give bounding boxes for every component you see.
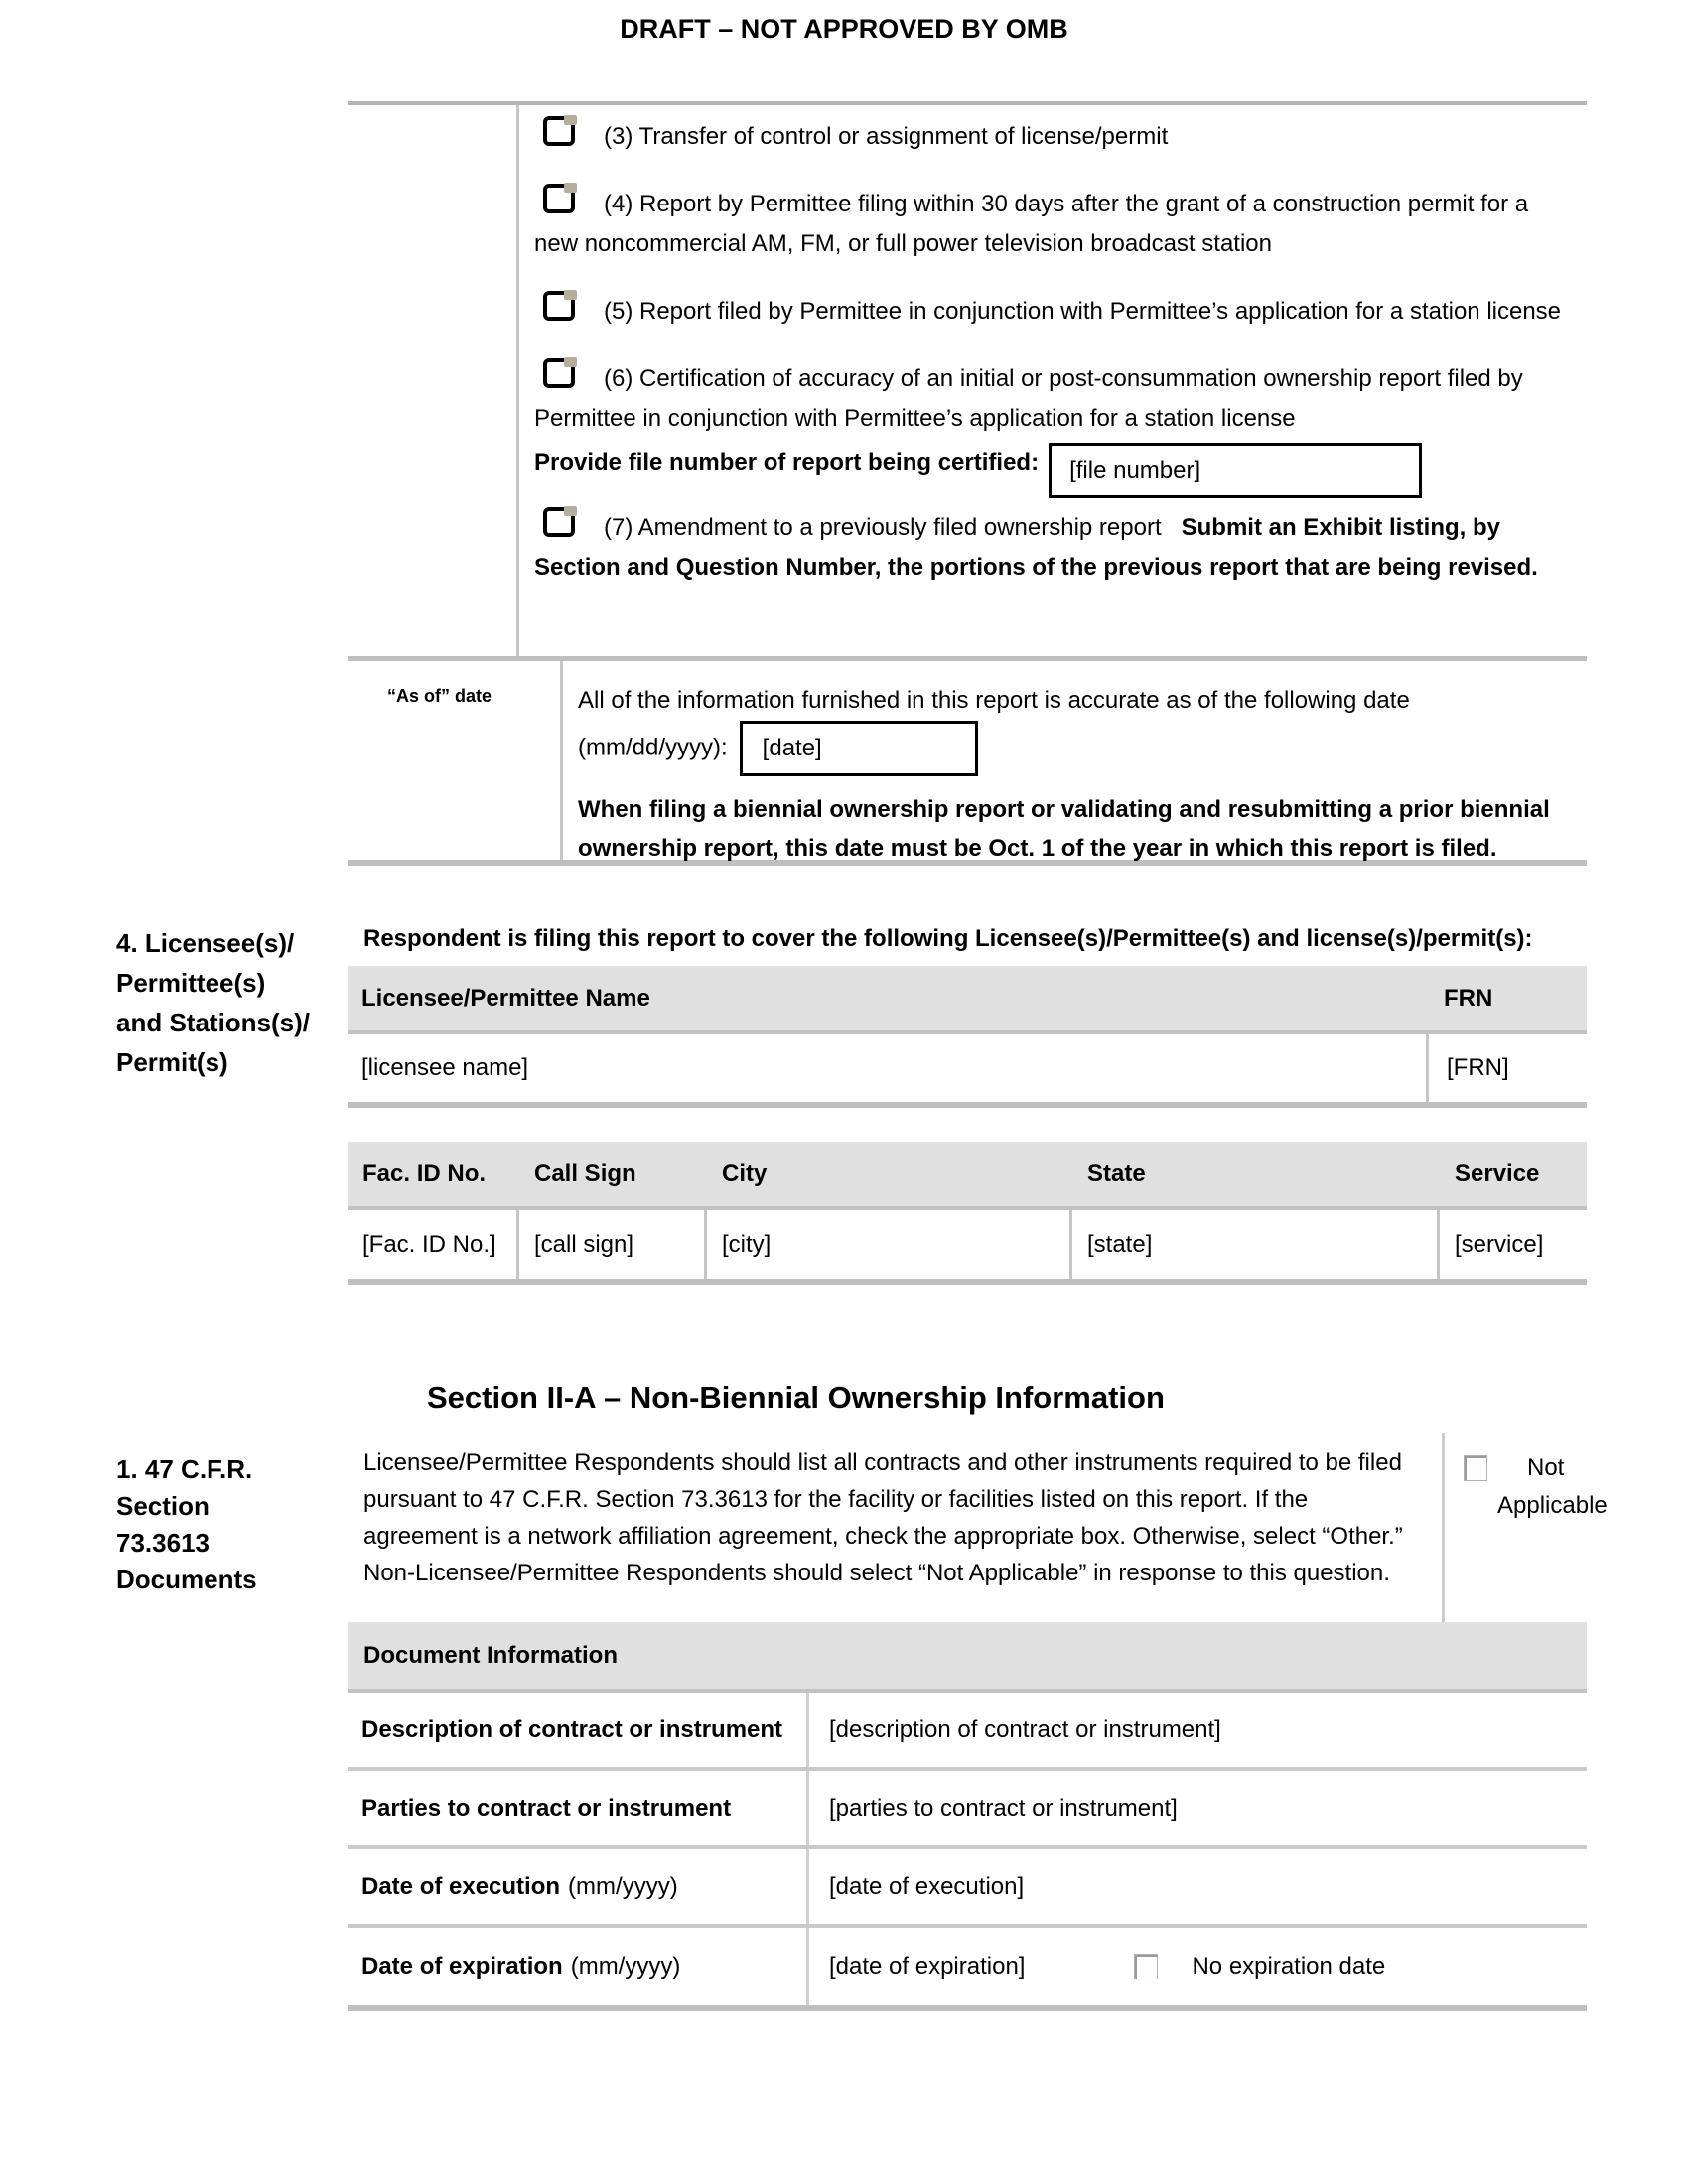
fac-id-header: Fac. ID No. <box>362 1160 487 1187</box>
document-information-table <box>348 1622 1587 2011</box>
date-of-execution-value-cell: [date of execution] <box>829 1872 1025 1900</box>
document-information-header: Document Information <box>348 1622 1587 1693</box>
date-of-execution-label: Date of execution <box>361 1872 561 1900</box>
description-label: Description of contract or instrument <box>361 1715 783 1743</box>
frn-header: FRN <box>1444 984 1493 1012</box>
option-7-label: (7) Amendment to a previously filed ownership report <box>604 514 1162 541</box>
as-of-date-cell <box>563 661 1587 860</box>
table-row <box>348 1693 1587 1771</box>
city-cell: [city] <box>707 1210 1072 1279</box>
service-header: Service <box>1455 1160 1540 1187</box>
table-row <box>348 1771 1587 1849</box>
parties-label: Parties to contract or instrument <box>361 1794 732 1822</box>
as-of-date-row-label: “As of” date <box>348 661 563 860</box>
as-of-date-text: All of the information furnished in this report is accurate as of the following date (mm/dd/yyyy): <box>578 687 1410 761</box>
parties-label-cell <box>348 1771 809 1845</box>
licensee-table <box>348 966 1587 1108</box>
file-number-placeholder: [file number] <box>1069 457 1201 483</box>
file-number-line <box>534 443 1573 498</box>
date-of-expiration-value-cell <box>809 1928 1587 2005</box>
section4-intro-text: Respondent is filing this report to cover the following Licensee(s)/Permittee(s) and license(s)/permit(s): <box>363 925 1533 952</box>
option-6-checkbox[interactable] <box>543 358 575 388</box>
no-expiration-date-checkbox[interactable] <box>1134 1954 1158 1979</box>
section4-label-line: Permit(s) <box>116 1047 228 1077</box>
description-label-cell <box>348 1693 809 1767</box>
as-of-date-input[interactable] <box>740 721 978 776</box>
file-number-label: Provide file number of report being certified: <box>534 449 1040 476</box>
not-applicable-label-line1: Not <box>1527 1454 1565 1481</box>
option-5-checkbox[interactable] <box>543 291 575 321</box>
option-5-label: (5) Report filed by Permittee in conjunction with Permittee’s application for a station license <box>604 298 1562 325</box>
option-4-checkbox[interactable] <box>543 184 575 213</box>
question1-label-line: 73.3613 <box>116 1528 210 1558</box>
option-4-label: (4) Report by Permittee filing within 30 days after the grant of a construction permit for a new noncommercial AM, FM, or full power television broadcast station <box>534 191 1529 257</box>
question1-label-line: Section <box>116 1491 210 1521</box>
option-6-label: (6) Certification of accuracy of an initial or post-consummation ownership report filed by Permittee in conjunction with Permittee’s application for a station license <box>534 365 1523 432</box>
option-7-exhibit-note: Submit an Exhibit listing, by Section and Question Number, the portions of the previous report that are being revised. <box>534 514 1538 581</box>
filing-options-row <box>348 105 1587 656</box>
date-of-expiration-value: [date of expiration] <box>829 1953 1026 1979</box>
description-value-cell: [description of contract or instrument] <box>829 1715 1221 1743</box>
date-of-expiration-label-cell <box>348 1928 809 2005</box>
licensee-name-header: Licensee/Permittee Name <box>361 984 650 1012</box>
filing-option-3 <box>534 117 1573 157</box>
not-applicable-option <box>1448 1449 1617 1525</box>
state-cell: [state] <box>1072 1210 1440 1279</box>
licensee-name-cell: [licensee name] <box>348 1034 1429 1102</box>
filing-option-5 <box>534 292 1573 332</box>
table-row <box>348 1928 1587 2011</box>
frn-cell: [FRN] <box>1447 1054 1509 1081</box>
table-row <box>348 1034 1587 1108</box>
table-row <box>348 1210 1587 1285</box>
date-of-execution-label-cell <box>348 1849 809 1924</box>
call-sign-header: Call Sign <box>534 1160 636 1187</box>
section4-label-line: and Stations(s)/ <box>116 1008 311 1037</box>
column-divider <box>1442 1433 1445 1623</box>
section2a-title: Section II-A – Non-Biennial Ownership Information <box>427 1380 1165 1415</box>
date-of-expiration-label: Date of expiration <box>361 1953 563 1979</box>
section4-side-label <box>116 923 364 1082</box>
filing-option-7 <box>534 508 1573 588</box>
as-of-date-row <box>348 661 1587 866</box>
filing-option-6 <box>534 359 1573 439</box>
as-of-date-note: When filing a biennial ownership report or validating and resubmitting a prior biennial ownership report, this date must be Oct. 1 of the year in which this report is filed. <box>578 796 1550 862</box>
city-header: City <box>722 1160 768 1187</box>
option-3-label: (3) Transfer of control or assignment of license/permit <box>604 123 1169 150</box>
date-of-execution-format-hint: (mm/yyyy) <box>568 1872 678 1900</box>
filing-options-empty-label-cell <box>348 105 519 656</box>
not-applicable-label-line2: Applicable <box>1497 1492 1608 1519</box>
station-table-header <box>348 1142 1587 1210</box>
date-of-expiration-format-hint: (mm/yyyy) <box>570 1953 681 1979</box>
filing-option-4 <box>534 185 1573 264</box>
question1-instructions: Licensee/Permittee Respondents should list all contracts and other instruments required to be filed pursuant to 47 C.F.R. Section 73.3613 for the facility or facilities listed on this report. If the agreement is a network affiliation agreement, check the appropriate box. Otherwise, select “Other.” Non-Licensee/Permittee Respondents should select “Not Applicable” in response to this question. <box>363 1449 1403 1586</box>
as-of-date-placeholder: [date] <box>762 735 822 761</box>
no-expiration-date-label: No expiration date <box>1192 1953 1386 1979</box>
option-3-checkbox[interactable] <box>543 116 575 146</box>
question1-label-line: 1. 47 C.F.R. <box>116 1454 253 1484</box>
file-number-input[interactable] <box>1049 443 1422 498</box>
station-table <box>348 1142 1587 1285</box>
service-cell: [service] <box>1455 1230 1544 1258</box>
licensee-table-header <box>348 966 1587 1034</box>
section4-label-line: 4. Licensee(s)/ <box>116 928 295 958</box>
question1-side-label <box>116 1451 364 1598</box>
filing-type-table <box>348 101 1587 866</box>
state-header: State <box>1087 1160 1146 1187</box>
section4-label-line: Permittee(s) <box>116 968 266 998</box>
not-applicable-checkbox[interactable] <box>1464 1455 1487 1481</box>
filing-options-cell <box>519 105 1587 656</box>
not-applicable-row <box>1448 1449 1617 1487</box>
parties-value-cell: [parties to contract or instrument] <box>829 1794 1178 1822</box>
call-sign-cell: [call sign] <box>519 1210 707 1279</box>
option-7-checkbox[interactable] <box>543 507 575 537</box>
question1-label-line: Documents <box>116 1565 257 1594</box>
draft-watermark-header: DRAFT – NOT APPROVED BY OMB <box>620 14 1068 44</box>
fac-id-cell: [Fac. ID No.] <box>348 1210 519 1279</box>
table-row <box>348 1849 1587 1928</box>
